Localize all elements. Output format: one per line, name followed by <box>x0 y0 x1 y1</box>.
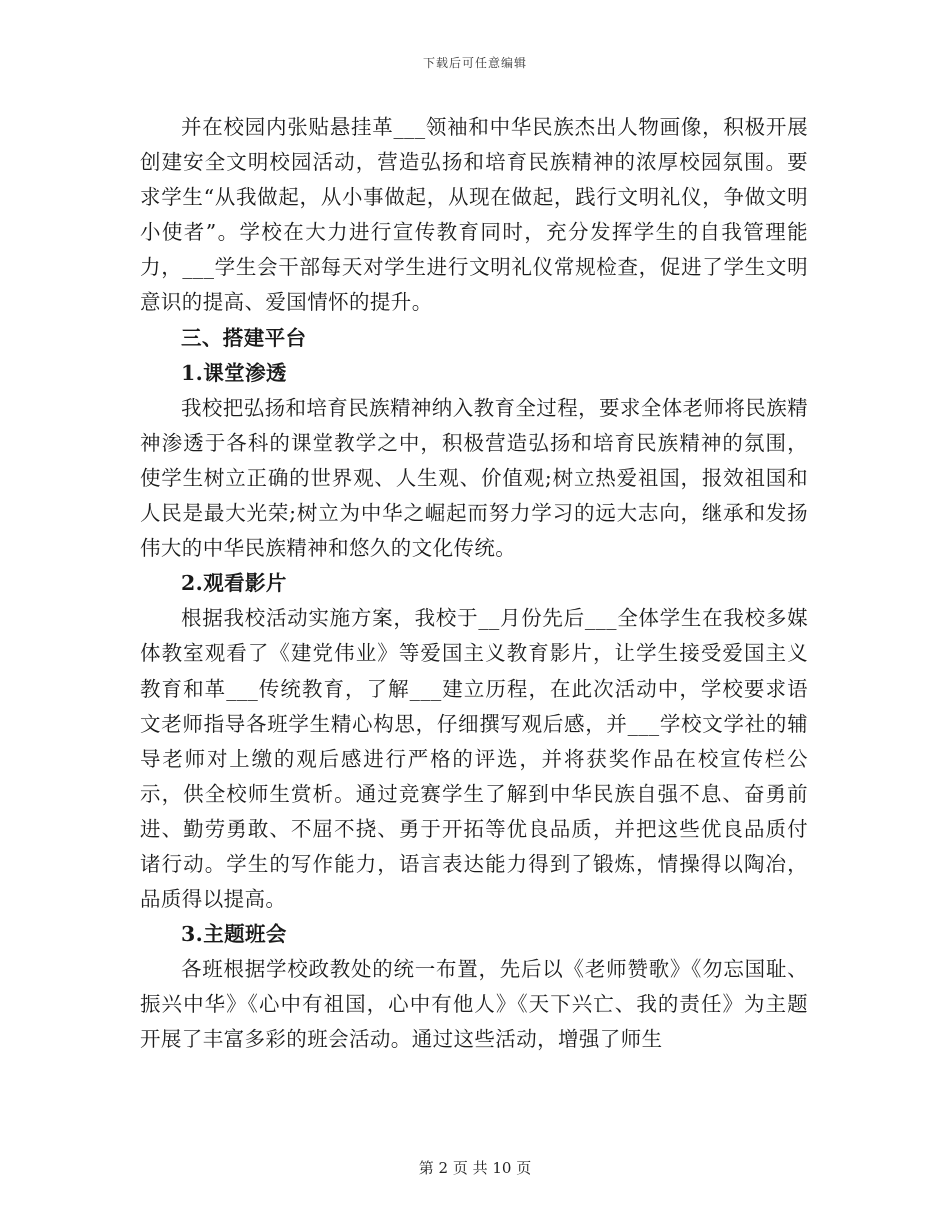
document-body <box>140 110 808 1058</box>
subheading-films: 2.观看影片 <box>181 571 287 596</box>
subheading-class-meeting: 3.主题班会 <box>181 922 287 947</box>
page-header-note: 下载后可任意编辑 <box>422 56 527 70</box>
paragraph-classroom: 我校把弘扬和培育民族精神纳入教育全过程，要求全体老师将民族精神渗透于各科的课堂教学之中，积极营造弘扬和培育民族精神的氛围，使学生树立正确的世界观、人生观、价值观;树立热爱祖国，报效祖国和人民是最大光荣;树立为中华之崛起而努力学习的远大志向，继承和发扬伟大的中华民族精神和悠久的文化传统。 <box>140 395 808 561</box>
paragraph-class-meeting: 各班根据学校政教处的统一布置，先后以《老师赞歌》《勿忘国耻、振兴中华》《心中有祖国，心中有他人》《天下兴亡、我的责任》为主题开展了丰富多彩的班会活动。通过这些活动，增强了师生 <box>140 957 808 1052</box>
paragraph-campus-atmosphere: 并在校园内张贴悬挂革___领袖和中华民族杰出人物画像，积极开展创建安全文明校园活动，营造弘扬和培育民族精神的浓厚校园氛围。要求学生“从我做起，从小事做起，从现在做起，践行文明礼仪，争做文明小使者”。学校在大力进行宣传教育同时，充分发挥学生的自我管理能力，___学生会干部每天对学生进行文明礼仪常规检查，促进了学生文明意识的提高、爱国情怀的提升。 <box>140 115 808 315</box>
paragraph-films: 根据我校活动实施方案，我校于__月份先后___全体学生在我校多媒体教室观看了《建党伟业》等爱国主义教育影片，让学生接受爱国主义教育和革___传统教育，了解___建立历程，在此次活动中，学校要求语文老师指导各班学生精心构思，仔细撰写观后感，并___学校文学社的辅导老师对上缴的观后感进行严格的评选，并将获奖作品在校宣传栏公示，供全校师生赏析。通过竞赛学生了解到中华民族自强不息、奋勇前进、勤劳勇敢、不屈不挠、勇于开拓等优良品质，并把这些优良品质付诸行动。学生的写作能力，语言表达能力得到了锻炼，情操得以陶冶，品质得以提高。 <box>140 606 808 912</box>
section-heading-platform: 三、搭建平台 <box>181 325 307 350</box>
subheading-classroom: 1.课堂渗透 <box>181 360 287 385</box>
page-number: 第 2 页 共 10 页 <box>418 1159 532 1177</box>
